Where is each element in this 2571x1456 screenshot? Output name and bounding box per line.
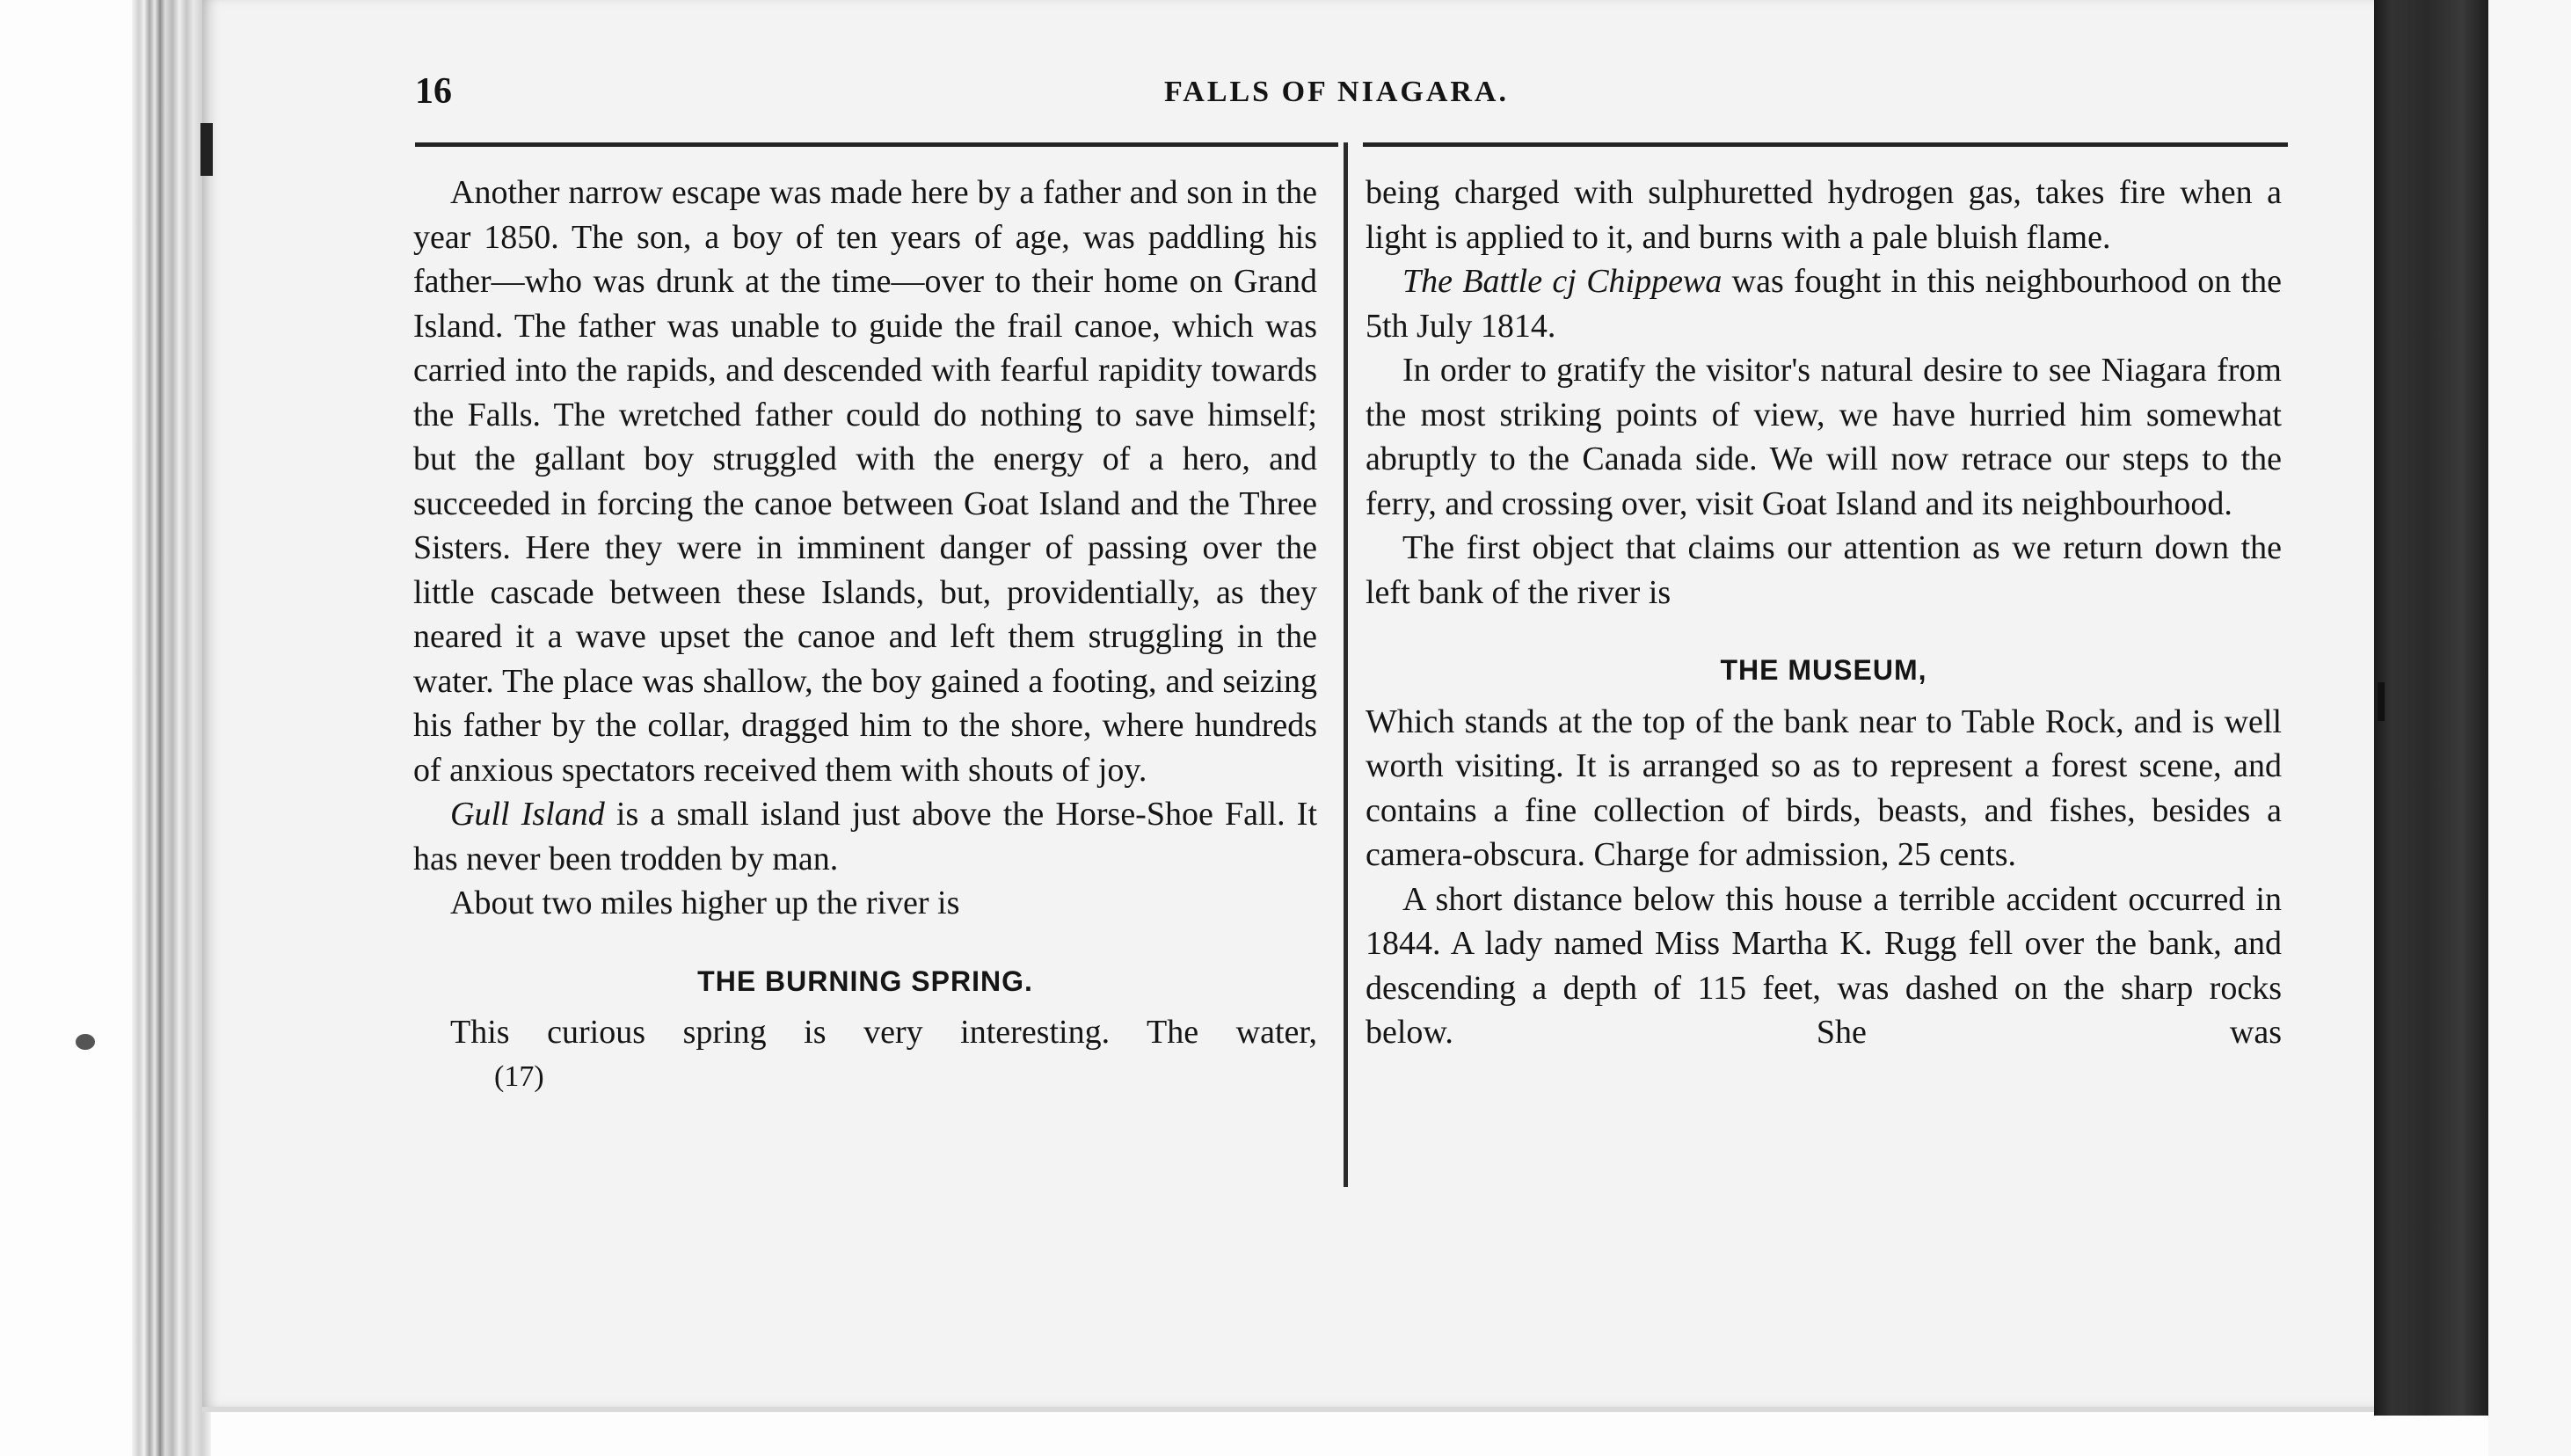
header-rule-right <box>1363 142 2288 147</box>
ink-mark-left-top <box>200 123 213 176</box>
left-paragraph-3: About two miles higher up the river is <box>450 885 960 921</box>
signature-mark: (17) <box>494 1059 544 1093</box>
ink-mark-right <box>2378 682 2385 721</box>
book-right-binding <box>2374 0 2488 1416</box>
section-heading-museum: THE MUSEUM, <box>1720 654 1927 686</box>
right-paragraph-6: A short distance below this house a terrible accident occurred in 1844. A lady named Miss Martha K. Rugg fell over the bank, and descending a depth of 115 feet, was dashed on the sharp rocks below. She was <box>1366 880 2282 1051</box>
left-column <box>413 171 1317 1099</box>
left-paragraph-2-italic: Gull Island <box>450 796 605 833</box>
left-paragraph-2 <box>413 792 1317 881</box>
section-heading-burning-spring: THE BURNING SPRING. <box>697 965 1033 997</box>
left-paragraph-4: This curious spring is very interesting. The water, <box>450 1014 1317 1051</box>
right-paragraph-3: In order to gratify the visitor's natural desire to see Niagara from the most striking points of view, we have hurried him somewhat abruptly to the Canada side. We will now retrace our steps to the ferry, and crossing over, visit Goat Island and its neighbourhood. <box>1366 352 2282 522</box>
left-paragraph-2-text: is a small island just above the Horse-Shoe Fall. It has never been trodden by man. <box>413 796 1317 877</box>
column-divider <box>1344 142 1348 1187</box>
page-number: 16 <box>415 71 452 112</box>
ink-mark-left-mid <box>76 1034 95 1050</box>
header-rule-left <box>415 142 1338 147</box>
right-paragraph-2-italic: The Battle cj Chippewa <box>1402 263 1722 300</box>
left-paragraph-1: Another narrow escape was made here by a father and son in the year 1850. The son, a boy of ten years of age, was paddling his father—who was drunk at the time—over to their home on Grand Island. The father was unable to guide the frail canoe, which was carried into the rapids, and descended with fearful rapidity towards the Falls. The wretched father could do nothing to save himself; but the gallant boy struggled with the energy of a hero, and succeeded in forcing the canoe between Goat Island and the Three Sisters. Here they were in imminent danger of passing over the little cascade between these Islands, but, providentially, as they neared it a wave upset the canoe and left them struggling in the water. The place was shallow, the boy gained a footing, and seizing his father by the collar, dragged him to the shore, where hundreds of anxious spectators received them with shouts of joy. <box>413 174 1317 789</box>
right-paragraph-1: being charged with sulphuretted hydrogen gas, takes fire when a light is applied to it, and burns with a pale bluish flame. <box>1366 174 2282 256</box>
right-paragraph-5: Which stands at the top of the bank near to Table Rock, and is well worth visiting. It is arranged so as to represent a forest scene, and contains a fine collection of birds, beasts, and fishes, besides a camera-obscura. Charge for admission, 25 cents. <box>1366 703 2282 873</box>
book-right-edge <box>2488 0 2571 1456</box>
running-header-title: FALLS OF NIAGARA. <box>1164 76 1509 108</box>
right-column <box>1366 171 2282 1055</box>
right-paragraph-4: The first object that claims our attention as we return down the left bank of the river is <box>1366 529 2282 611</box>
book-left-page-edges <box>132 0 211 1456</box>
right-paragraph-2-text: was fought in this neighbourhood on the 5th July 1814. <box>1366 263 2282 345</box>
right-paragraph-2 <box>1366 259 2282 348</box>
